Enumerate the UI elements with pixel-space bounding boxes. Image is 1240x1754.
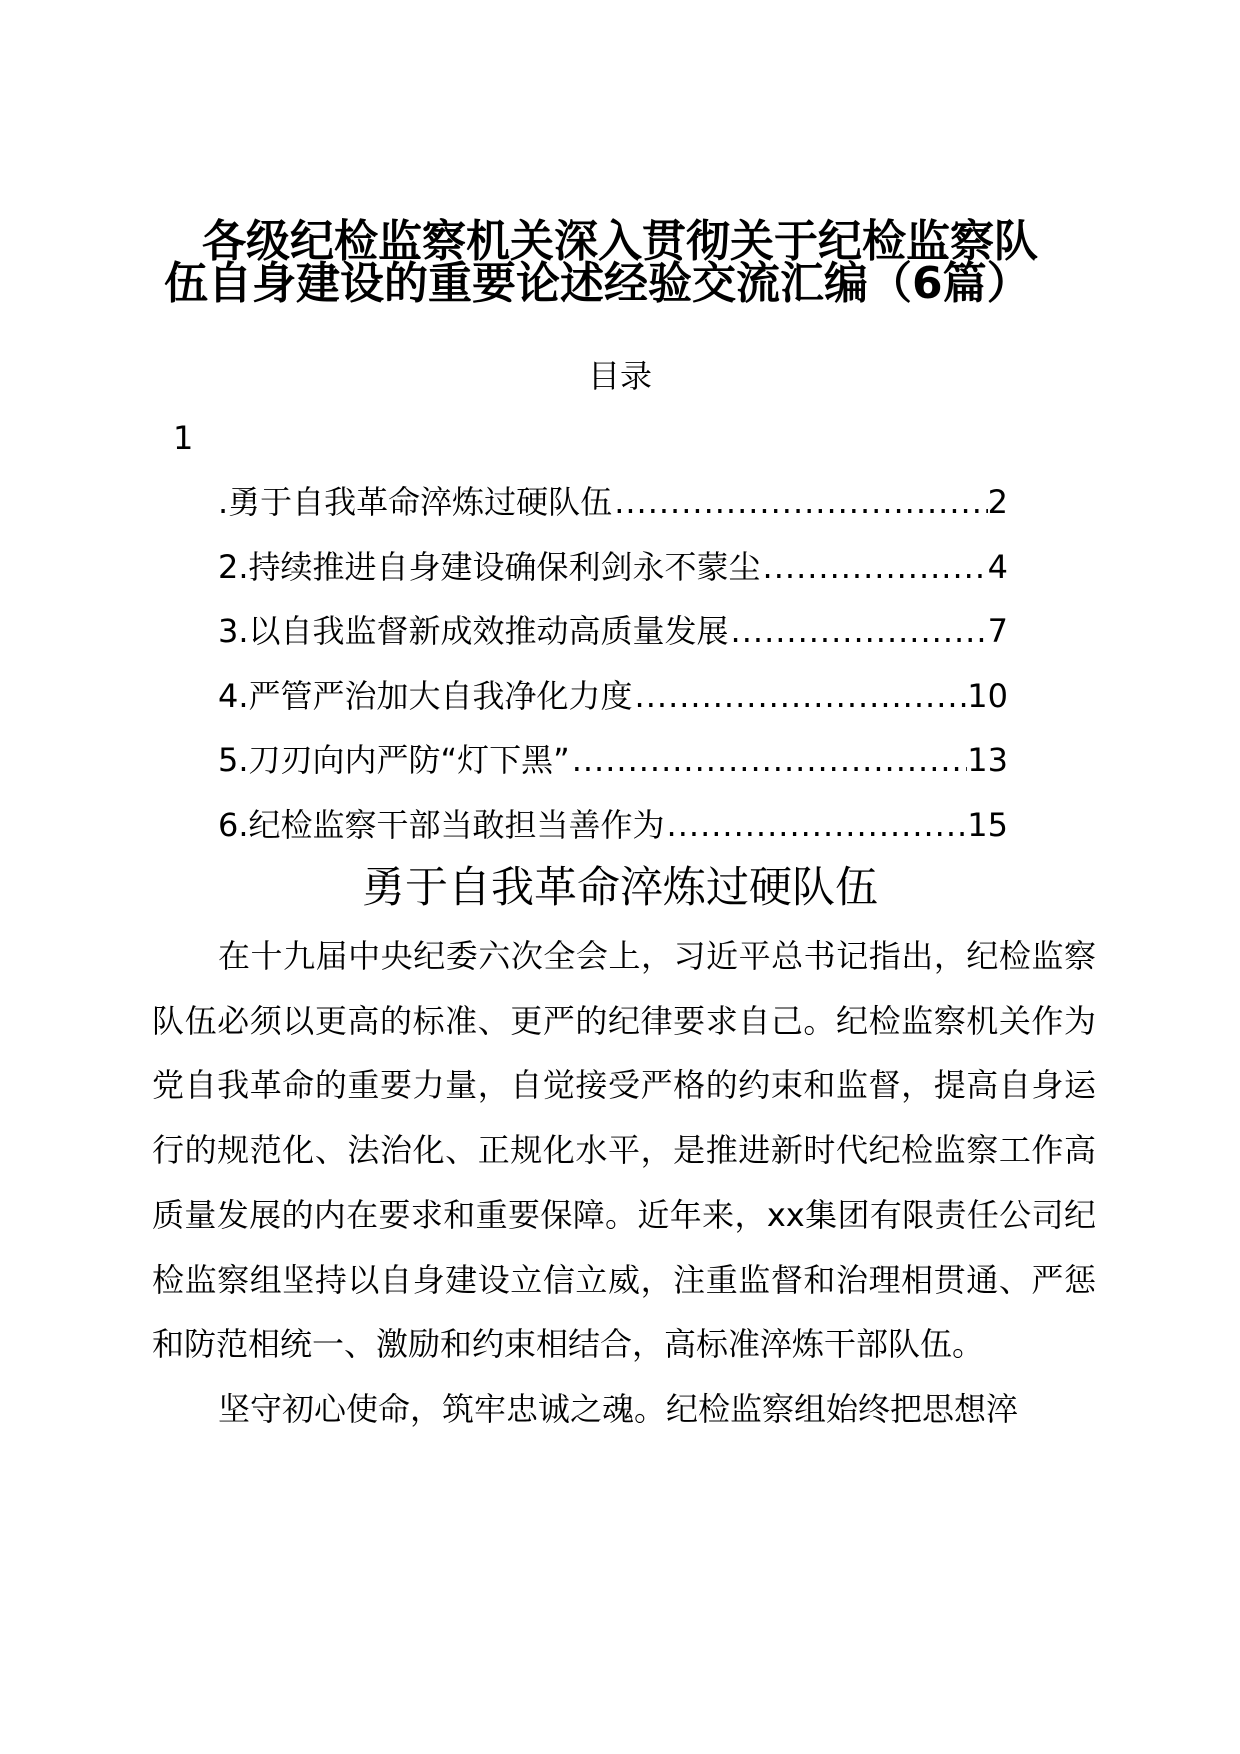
- toc-entry-page: 13: [967, 741, 1008, 779]
- toc-entry-page: 7: [987, 612, 1008, 650]
- body-paragraph: 坚守初心使命，筑牢忠诚之魂。纪检监察组始终把思想淬: [218, 1389, 1019, 1428]
- document-title-line-1: 各级纪检监察机关深入贯彻关于纪检监察队: [202, 216, 1038, 267]
- toc-dot-leader: [665, 801, 968, 849]
- table-of-contents: [218, 478, 1008, 865]
- toc-entry-page: 4: [987, 547, 1008, 586]
- toc-entry-page: 2: [987, 483, 1008, 521]
- toc-entry[interactable]: [218, 478, 1008, 543]
- toc-entry[interactable]: [218, 736, 1008, 801]
- toc-dot-leader: [729, 607, 988, 655]
- toc-dot-leader: [633, 672, 968, 720]
- toc-heading: 目录: [587, 357, 652, 395]
- document-title-line-2: 伍自身建设的重要论述经验交流汇编（6篇）: [164, 258, 1031, 309]
- toc-entry-title: 6.纪检监察干部当敢担当善作为: [218, 805, 665, 844]
- toc-entry-title: 4.严管严治加大自我净化力度: [218, 676, 633, 715]
- toc-dot-leader: [570, 736, 968, 784]
- toc-entry-title: .勇于自我革命淬炼过硬队伍: [218, 483, 613, 521]
- toc-entry-page: 15: [967, 805, 1008, 844]
- toc-entry-page: 10: [967, 676, 1008, 715]
- body-paragraph: 在十九届中央纪委六次全会上，习近平总书记指出，纪检监察队伍必须以更高的标准、更严的纪律要求自己。纪检监察机关作为党自我革命的重要力量，自觉接受严格的约束和监督，提高自身运行的规范化、法治化、正规化水平，是推进新时代纪检监察工作高质量发展的内在要求和重要保障。近年来，xx集团有限责任公司纪检监察组坚持以自身建设立信立威，注重监督和治理相贯通、严惩和防范相统一、激励和约束相结合，高标准淬炼干部队伍。: [152, 937, 1096, 1364]
- toc-entry[interactable]: [218, 672, 1008, 737]
- toc-entry-title: 3.以自我监督新成效推动高质量发展: [218, 612, 729, 650]
- toc-number: 1: [173, 419, 194, 457]
- toc-entry[interactable]: [218, 607, 1008, 672]
- toc-dot-leader: [761, 543, 988, 591]
- toc-entry-title: 2.持续推进自身建设确保利剑永不蒙尘: [218, 547, 761, 586]
- toc-entry[interactable]: [218, 543, 1008, 608]
- body-text: [152, 924, 1096, 1442]
- toc-entry-title: 5.刀刃向内严防“灯下黑”: [218, 741, 570, 779]
- toc-dot-leader: [612, 478, 987, 526]
- toc-entry[interactable]: [218, 801, 1008, 866]
- section-heading: 勇于自我革命淬炼过硬队伍: [362, 863, 878, 913]
